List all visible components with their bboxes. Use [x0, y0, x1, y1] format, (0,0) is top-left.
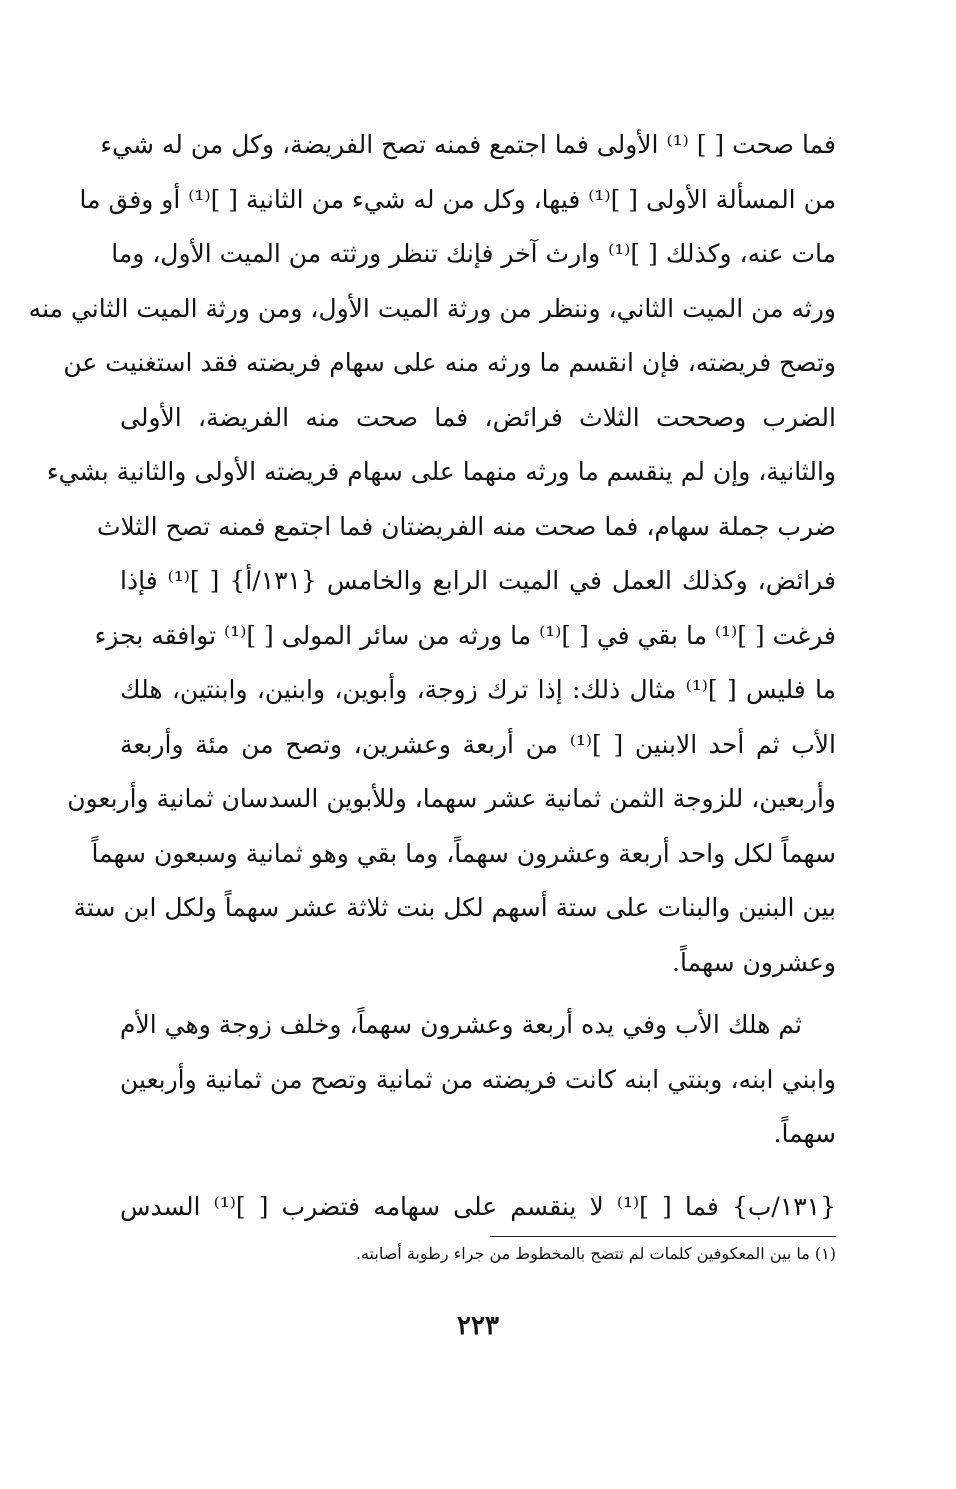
text-line: سهماً لكل واحد أربعة وعشرون سهماً، وما بقي وهو ثمانية وسبعون سهماً — [91, 838, 836, 868]
text-line: والثانية، وإن لم ينقسم ما ورثه منهما على سهام فريضته الأولى والثانية بشيء — [46, 457, 836, 486]
text-line: وعشرون سهماً. — [672, 947, 836, 977]
text-line: الأب ثم أحد الابنين [ ]⁽¹⁾ من أربعة وعشرين، وتصح من مئة وأربعة — [120, 729, 836, 759]
text-line: ثم هلك الأب وفي يده أربعة وعشرون سهماً، وخلف زوجة وهي الأم — [120, 1010, 802, 1039]
text-line: ضرب جملة سهام، فما صحت منه الفريضتان فما اجتمع فمنه تصح الثلاث — [96, 511, 836, 541]
text-line: فرائض، وكذلك العمل في الميت الرابع والخامس {١٣١/أ} [ ]⁽¹⁾ فإذا — [120, 566, 836, 595]
text-line: ما فليس [ ]⁽¹⁾ مثال ذلك: إذا ترك زوجة، وأبوين، وابنين، وابنتين، هلك — [120, 675, 836, 704]
paragraph-1 — [28, 118, 836, 990]
paragraph-2 — [120, 998, 836, 1162]
text-line: ورثه من الميت الثاني، وننظر من ورثة الميت الأول، ومن ورثة الميت الثاني منه — [28, 293, 836, 323]
page-number: ٢٢٣ — [457, 1311, 499, 1341]
text-line: وتصح فريضته، فإن انقسم ما ورثه منه على سهام فريضته فقد استغنيت عن — [63, 348, 836, 377]
text-line: سهماً. — [773, 1119, 836, 1148]
text-line: فما صحت [ ] ⁽¹⁾ الأولى فما اجتمع فمنه تصح الفريضة، وكل من له شيء — [100, 130, 836, 159]
text-line: وأربعين، للزوجة الثمن ثمانية عشر سهما، وللأبوين السدسان ثمانية وأربعون — [67, 784, 836, 813]
footnote-divider — [490, 1236, 836, 1237]
text-line: وابني ابنه، وبنتي ابنه كانت فريضته من ثمانية وتصح من ثمانية وأربعين — [120, 1064, 836, 1094]
text-line: بين البنين والبنات على ستة أسهم لكل بنت ثلاثة عشر سهماً ولكل ابن ستة — [73, 893, 836, 922]
text-line: {١٣١/ب} فما [ ]⁽¹⁾ لا ينقسم على سهامه فتضرب [ ]⁽¹⁾ السدس — [120, 1192, 837, 1221]
text-line: فرغت [ ]⁽¹⁾ ما بقي في [ ]⁽¹⁾ ما ورثه من سائر المولى [ ]⁽¹⁾ توافقه بجزء — [94, 620, 836, 650]
footnote: (١) ما بين المعكوفين كلمات لم تتضح بالمخطوط من جراء رطوبة أصابته. — [355, 1244, 836, 1263]
text-line: مات عنه، وكذلك [ ]⁽¹⁾ وارث آخر فإنك تنظر ورثته من الميت الأول، وما — [111, 239, 836, 268]
text-line: من المسألة الأولى [ ]⁽¹⁾ فيها، وكل من له شيء من الثانية [ ]⁽¹⁾ أو وفق ما — [79, 184, 836, 214]
text-line: الضرب وصححت الثلاث فرائض، فما صحت منه الفريضة، الأولى — [120, 402, 836, 432]
paragraph-3 — [120, 1180, 836, 1235]
